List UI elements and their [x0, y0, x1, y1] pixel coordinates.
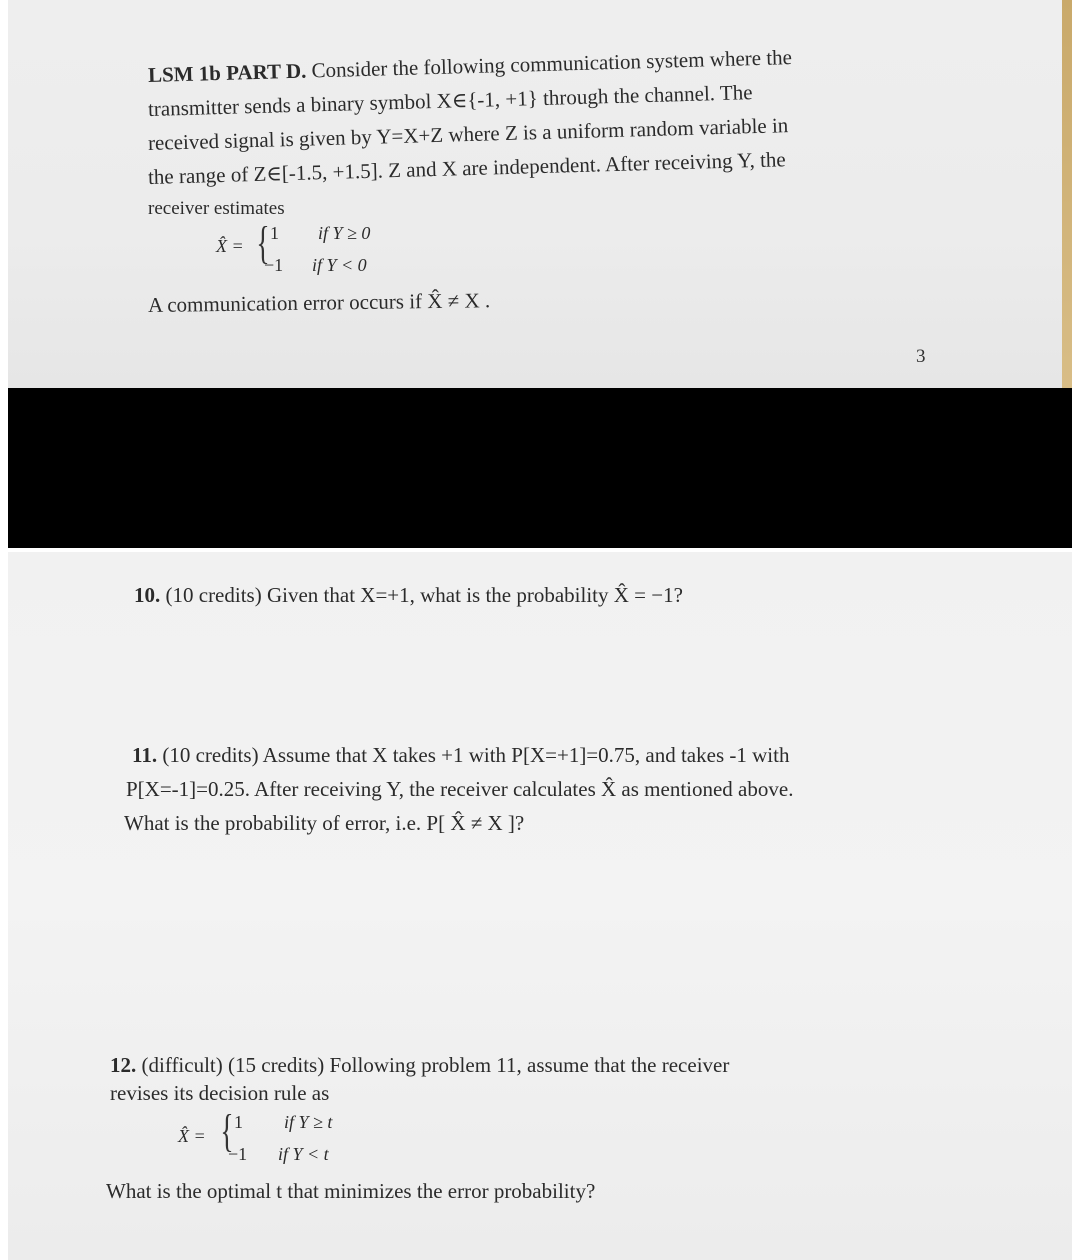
part-heading: LSM 1b PART D. [147, 58, 307, 87]
estimator-lhs: X̂ = [216, 236, 244, 256]
q12-estimator-lhs: X̂ = [178, 1126, 206, 1146]
problem-intro-line-3: received signal is given by Y=X+Z where Z is a uniform random variable in [147, 113, 789, 155]
case1-condition: if Y ≥ 0 [318, 223, 371, 243]
question-11-line-3: What is the probability of error, i.e. P[ X̂ ≠ X ]? [124, 811, 525, 835]
question-10-number: 10. [134, 583, 161, 607]
question-11-line-2: P[X=-1]=0.25. After receiving Y, the receiver calculates X̂ as mentioned above. [126, 777, 794, 801]
intro-text-1: Consider the following communication system where the [305, 45, 793, 83]
error-definition: A communication error occurs if X̂ ≠ X . [147, 288, 491, 317]
question-10-text: (10 credits) Given that X=+1, what is the probability X̂ = −1? [160, 583, 683, 607]
bottom-page-photo [8, 552, 1072, 1260]
q12-case1-condition: if Y ≥ t [284, 1112, 333, 1132]
problem-intro-line-5: receiver estimates [148, 198, 285, 219]
case2-value: −1 [264, 255, 284, 275]
question-12-line-2: revises its decision rule as [110, 1081, 330, 1105]
question-12-line-1 [110, 1050, 729, 1080]
q12-case2-value: −1 [228, 1144, 248, 1164]
question-11-text-1: (10 credits) Assume that X takes +1 with P[X=+1]=0.75, and takes -1 with [157, 743, 790, 767]
page-edge [1062, 0, 1072, 388]
question-10 [134, 580, 683, 610]
q12-case1-value: 1 [234, 1112, 243, 1132]
question-11-line-1 [132, 740, 789, 770]
case2-condition: if Y < 0 [312, 255, 367, 275]
problem-intro-line-4: the range of Z∈[-1.5, +1.5]. Z and X are independent. After receiving Y, the [147, 147, 787, 189]
top-page-photo [8, 0, 1072, 388]
question-11-number: 11. [132, 743, 158, 767]
problem-intro-line-2: transmitter sends a binary symbol X∈{-1, +1} through the channel. The [147, 80, 753, 121]
question-12-text-1: (difficult) (15 credits) Following problem 11, assume that the receiver [136, 1053, 730, 1077]
black-band [8, 388, 1072, 548]
page-number: 3 [916, 346, 926, 367]
question-12-number: 12. [110, 1053, 137, 1077]
q12-case2-condition: if Y < t [278, 1144, 329, 1164]
q12-brace-symbol: { [220, 1105, 234, 1156]
question-12-line-3: What is the optimal t that minimizes the error probability? [106, 1179, 596, 1203]
brace-symbol: { [256, 217, 270, 268]
case1-value: 1 [270, 223, 279, 243]
